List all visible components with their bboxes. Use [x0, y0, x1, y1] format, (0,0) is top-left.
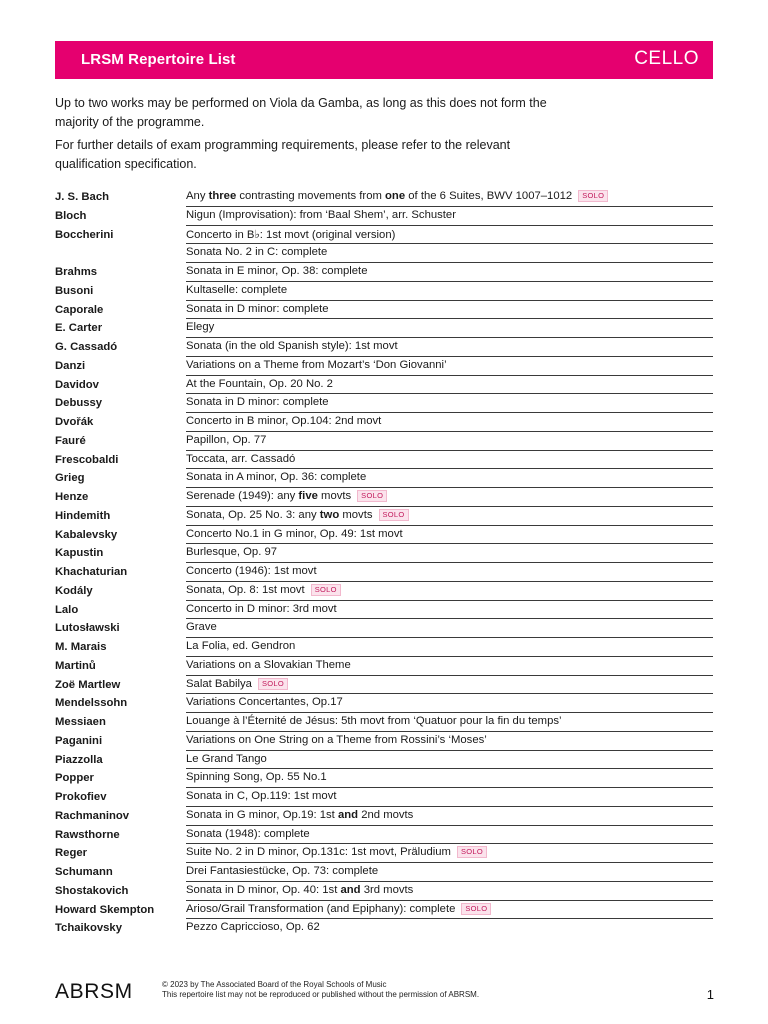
work-text: movts	[339, 508, 373, 521]
work-text: of the 6 Suites, BWV 1007–1012	[405, 190, 573, 202]
repertoire-row	[55, 319, 713, 338]
work-text: Sonata in C, Op.119: 1st movt	[186, 790, 337, 802]
repertoire-row	[55, 188, 713, 207]
repertoire-row	[55, 263, 713, 282]
repertoire-row	[55, 338, 713, 357]
repertoire-row	[55, 544, 713, 563]
work-text: 2nd movts	[358, 808, 414, 821]
work-title	[186, 282, 713, 301]
header-banner	[55, 41, 713, 79]
work-title	[186, 788, 713, 807]
work-title	[186, 769, 713, 788]
work-title	[186, 732, 713, 751]
work-text: Sonata, Op. 8: 1st movt	[186, 583, 305, 596]
solo-badge: SOLO	[457, 846, 487, 858]
repertoire-row	[55, 826, 713, 845]
work-title	[186, 226, 713, 245]
work-text: Sonata in E minor, Op. 38: complete	[186, 265, 368, 277]
work-text: Sonata No. 2 in C: complete	[186, 246, 328, 259]
reproduction-notice: This repertoire list may not be reproduced or published without the permission of ABRSM.	[162, 990, 480, 999]
repertoire-row	[55, 901, 713, 920]
composer-name: Kodály	[55, 584, 93, 597]
repertoire-row	[55, 732, 713, 751]
solo-badge: SOLO	[379, 509, 409, 521]
work-title	[186, 526, 713, 545]
composer-name: Popper	[55, 772, 94, 785]
work-title	[186, 413, 713, 432]
repertoire-row	[55, 376, 713, 395]
composer-name: Prokofiev	[55, 791, 107, 803]
composer-name: Piazzolla	[55, 753, 103, 766]
composer-name: Howard Skempton	[55, 903, 155, 916]
work-text: Burlesque, Op. 97	[186, 546, 278, 559]
composer-name: G. Cassadó	[55, 341, 118, 353]
repertoire-row	[55, 469, 713, 488]
work-title	[186, 657, 713, 676]
work-title	[186, 694, 713, 713]
work-title	[186, 488, 713, 507]
repertoire-row	[55, 526, 713, 545]
repertoire-row	[55, 657, 713, 676]
work-text: Variations on a Slovakian Theme	[186, 658, 351, 671]
work-title	[186, 263, 713, 282]
work-text: Concerto in B♭: 1st movt (original version)	[186, 228, 396, 241]
work-title	[186, 338, 713, 357]
repertoire-row	[55, 601, 713, 620]
work-text: Kultaselle: complete	[186, 283, 288, 296]
work-text: Sonata, Op. 25 No. 3: any	[186, 508, 320, 521]
work-title	[186, 301, 713, 320]
repertoire-row	[55, 207, 713, 226]
work-text: Sonata (in the old Spanish style): 1st movt	[186, 340, 398, 352]
composer-name: Tchaikovsky	[55, 922, 122, 935]
composer-name: Martinů	[55, 659, 96, 672]
work-text: Drei Fantasiestücke, Op. 73: complete	[186, 865, 379, 877]
work-text: movts	[317, 490, 352, 502]
work-text: Salat Babilya	[186, 677, 252, 690]
repertoire-row	[55, 413, 713, 432]
work-title	[186, 901, 713, 920]
repertoire-row	[55, 769, 713, 788]
work-text: Concerto in B minor, Op.104: 2nd movt	[186, 415, 382, 427]
composer-name: Shostakovich	[55, 884, 129, 897]
work-title	[186, 882, 713, 901]
solo-badge: SOLO	[578, 190, 608, 202]
work-title	[186, 582, 713, 601]
solo-badge: SOLO	[357, 490, 387, 502]
solo-badge: SOLO	[311, 584, 341, 596]
composer-name: Danzi	[55, 359, 86, 372]
work-title	[186, 676, 713, 695]
intro-paragraph-programming: For further details of exam programming requirements, please refer to the relevant qualification specification.	[55, 138, 511, 171]
repertoire-row	[55, 301, 713, 320]
work-text: Concerto No.1 in G minor, Op. 49: 1st movt	[186, 527, 403, 540]
work-text: Variations on a Theme from Mozart’s ‘Don Giovanni’	[186, 358, 447, 371]
repertoire-row	[55, 563, 713, 582]
composer-name: Davidov	[55, 378, 99, 391]
work-text: Sonata in D minor: complete	[186, 396, 329, 409]
work-text: Le Grand Tango	[186, 752, 267, 765]
page-title: LRSM Repertoire List	[81, 51, 236, 68]
work-text: At the Fountain, Op. 20 No. 2	[186, 377, 333, 390]
work-emphasis: three	[208, 190, 237, 202]
composer-name: Caporale	[55, 303, 104, 316]
composer-name: Rawsthorne	[55, 828, 120, 841]
composer-name: Kapustin	[55, 547, 104, 560]
work-text: Sonata (1948): complete	[186, 827, 310, 840]
work-title	[186, 844, 713, 863]
copyright-line: © 2023 by The Associated Board of the Royal Schools of Music	[162, 980, 387, 989]
composer-name: Bloch	[55, 209, 87, 222]
footer-copyright	[162, 980, 479, 1000]
work-text: Variations Concertantes, Op.17	[186, 696, 343, 709]
composer-name: Reger	[55, 847, 88, 860]
composer-name: Brahms	[55, 266, 98, 278]
composer-name: Lutosławski	[55, 622, 120, 635]
work-text: Nigun (Improvisation): from ‘Baal Shem’, arr. Schuster	[186, 208, 456, 221]
work-title	[186, 863, 713, 882]
work-text: contrasting movements from	[236, 190, 386, 202]
work-title	[186, 826, 713, 845]
work-text: Variations on One String on a Theme from Rossini’s ‘Moses’	[186, 733, 487, 746]
work-text: Arioso/Grail Transformation (and Epiphany): complete	[186, 902, 456, 915]
repertoire-row	[55, 676, 713, 695]
composer-name: Lalo	[55, 603, 79, 616]
solo-badge: SOLO	[258, 678, 288, 690]
repertoire-row	[55, 394, 713, 413]
work-text: Sonata in G minor, Op.19: 1st	[186, 808, 338, 821]
repertoire-row	[55, 282, 713, 301]
composer-name: Schumann	[55, 866, 113, 878]
repertoire-row	[55, 432, 713, 451]
work-text: Papillon, Op. 77	[186, 433, 267, 446]
composer-name: Grieg	[55, 472, 85, 485]
work-title	[186, 451, 713, 470]
work-title	[186, 319, 713, 338]
composer-name: Rachmaninov	[55, 809, 130, 822]
repertoire-row	[55, 844, 713, 863]
work-title	[186, 432, 713, 451]
page-number: 1	[706, 987, 714, 1002]
repertoire-row	[55, 694, 713, 713]
work-text: Toccata, arr. Cassadó	[186, 452, 296, 465]
composer-name: J. S. Bach	[55, 191, 109, 203]
repertoire-row	[55, 751, 713, 770]
composer-name: Paganini	[55, 734, 103, 747]
repertoire-row	[55, 226, 713, 245]
composer-name: Messiaen	[55, 716, 106, 728]
instrument-label: CELLO	[634, 48, 699, 69]
work-title	[186, 394, 713, 413]
composer-name: Busoni	[55, 284, 94, 297]
work-title	[186, 544, 713, 563]
work-text: Sonata in D minor: complete	[186, 302, 329, 315]
repertoire-row	[55, 488, 713, 507]
work-text: Spinning Song, Op. 55 No.1	[186, 771, 327, 784]
work-text: 3rd movts	[360, 883, 414, 896]
work-text: Serenade (1949): any	[186, 490, 299, 502]
work-title	[186, 357, 713, 376]
work-text: Sonata in D minor, Op. 40: 1st	[186, 883, 341, 896]
abrsm-logo: ABRSM	[55, 980, 133, 1003]
repertoire-row	[55, 507, 713, 526]
repertoire-row	[55, 919, 713, 938]
composer-name: Zoë Martlew	[55, 678, 121, 691]
work-text: La Folia, ed. Gendron	[186, 640, 296, 652]
composer-name: Mendelssohn	[55, 697, 128, 710]
composer-name: Debussy	[55, 397, 103, 410]
repertoire-row	[55, 882, 713, 901]
solo-badge: SOLO	[461, 903, 491, 915]
work-title	[186, 188, 713, 207]
work-emphasis: two	[319, 508, 340, 521]
composer-name: Frescobaldi	[55, 453, 119, 466]
repertoire-row	[55, 451, 713, 470]
work-emphasis: and	[337, 808, 359, 821]
work-text: Sonata in A minor, Op. 36: complete	[186, 471, 367, 484]
work-title	[186, 207, 713, 226]
work-title	[186, 244, 713, 263]
work-text: Elegy	[186, 321, 215, 334]
work-title	[186, 713, 713, 732]
composer-name: Fauré	[55, 434, 86, 447]
composer-name: Boccherini	[55, 228, 114, 241]
repertoire-row	[55, 638, 713, 657]
work-text: Louange à l’Éternité de Jésus: 5th movt from ‘Quatuor pour la fin du temps’	[186, 715, 562, 727]
work-text: Grave	[186, 621, 217, 634]
work-title	[186, 919, 713, 938]
repertoire-table	[55, 188, 713, 938]
repertoire-row	[55, 713, 713, 732]
work-text: Concerto in D minor: 3rd movt	[186, 602, 337, 615]
repertoire-row	[55, 619, 713, 638]
composer-name: Khachaturian	[55, 566, 128, 578]
work-title	[186, 507, 713, 526]
repertoire-row	[55, 863, 713, 882]
composer-name: Kabalevsky	[55, 528, 118, 541]
work-title	[186, 619, 713, 638]
repertoire-row	[55, 788, 713, 807]
work-title	[186, 638, 713, 657]
composer-name: Hindemith	[55, 509, 111, 522]
work-title	[186, 807, 713, 826]
intro-paragraph-viola-da-gamba: Up to two works may be performed on Viola da Gamba, as long as this does not form the majority of the programme.	[55, 96, 547, 129]
composer-name: Henze	[55, 491, 89, 503]
work-text: Concerto (1946): 1st movt	[186, 565, 317, 577]
repertoire-row	[55, 244, 713, 263]
composer-name: Dvořák	[55, 416, 94, 428]
work-text: Suite No. 2 in D minor, Op.131c: 1st movt, Präludium	[186, 846, 451, 859]
work-title	[186, 563, 713, 582]
work-text: Any	[186, 190, 209, 202]
repertoire-row	[55, 357, 713, 376]
work-text: Pezzo Capriccioso, Op. 62	[186, 921, 320, 934]
work-emphasis: and	[340, 883, 361, 896]
work-title	[186, 376, 713, 395]
composer-name: E. Carter	[55, 322, 103, 335]
work-emphasis: five	[298, 490, 318, 502]
repertoire-row	[55, 807, 713, 826]
work-title	[186, 469, 713, 488]
work-emphasis: one	[385, 190, 406, 202]
repertoire-row	[55, 582, 713, 601]
work-title	[186, 751, 713, 770]
work-title	[186, 601, 713, 620]
composer-name: M. Marais	[55, 641, 107, 653]
